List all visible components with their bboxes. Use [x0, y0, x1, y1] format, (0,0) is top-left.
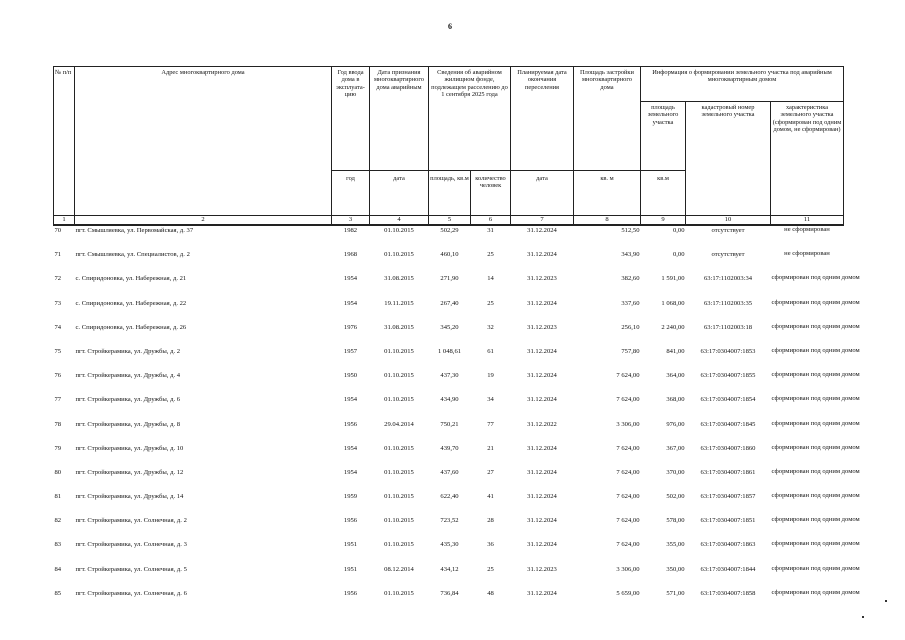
table-row — [54, 540, 844, 564]
row-recognition-date: 29.04.2014 — [384, 420, 414, 428]
row-cadastral: 63:17:0304007:1863 — [700, 541, 756, 549]
row-cadastral: 63:17:0304007:1845 — [700, 420, 756, 428]
row-year: 1982 — [343, 227, 358, 234]
row-planned-date: 31.12.2023 — [527, 323, 557, 331]
column-number: 11 — [771, 216, 844, 226]
table-row — [54, 371, 844, 395]
row-area: 502,29 — [440, 227, 459, 234]
row-planned-date: 31.12.2023 — [527, 275, 557, 283]
row-residents: 77 — [487, 420, 494, 428]
row-cadastral: 63:17:0304007:1860 — [700, 444, 756, 452]
row-residents: 25 — [487, 251, 494, 259]
row-recognition-date: 01.10.2015 — [384, 589, 414, 597]
row-planned-date: 31.12.2024 — [527, 444, 557, 452]
row-cadastral: 63:17:1102003:18 — [703, 323, 753, 331]
row-residents: 27 — [487, 468, 494, 476]
column-number: 1 — [54, 216, 75, 226]
row-land-area: 502,00 — [666, 493, 685, 501]
table-row — [54, 565, 844, 589]
row-planned-date: 31.12.2022 — [527, 420, 557, 428]
row-residents: 19 — [487, 372, 494, 380]
row-residents: 14 — [487, 275, 494, 283]
row-recognition-date: 31.08.2015 — [384, 323, 414, 331]
row-planned-date: 31.12.2024 — [527, 541, 557, 549]
row-year: 1951 — [343, 541, 358, 549]
row-area: 750,21 — [440, 420, 459, 428]
row-planned-date: 31.12.2024 — [527, 347, 557, 355]
row-residents: 32 — [487, 323, 494, 331]
row-building-area: 5 659,00 — [616, 589, 640, 597]
row-building-area: 7 624,00 — [616, 468, 640, 476]
table-row — [54, 589, 844, 613]
row-land-area: 2 240,00 — [661, 323, 685, 331]
row-status: сформирован под одним домом — [771, 395, 860, 403]
header-recognition-date: Дата признания многоквартирного дома аварийным — [370, 67, 429, 171]
row-number: 72 — [54, 275, 62, 283]
row-number: 74 — [54, 323, 62, 331]
row-area: 439,70 — [440, 444, 459, 452]
row-status: сформирован под одним домом — [771, 492, 860, 500]
table-body — [54, 225, 860, 613]
row-address: пгт. Смышляевка, ул. Специалистов, д. 2 — [75, 251, 190, 259]
row-planned-date: 31.12.2024 — [527, 468, 557, 476]
row-status: сформирован под одним домом — [771, 516, 860, 524]
table-row — [54, 347, 844, 371]
column-number: 9 — [641, 216, 686, 226]
row-status: сформирован под одним домом — [771, 588, 860, 596]
row-land-area: 0,00 — [672, 227, 685, 234]
row-address: пгт. Стройкерамика, ул. Солнечная, д. 2 — [75, 517, 187, 525]
row-recognition-date: 01.10.2015 — [384, 517, 414, 525]
row-building-area: 343,90 — [621, 251, 640, 259]
row-residents: 34 — [487, 396, 494, 404]
row-status: сформирован под одним домом — [771, 371, 860, 379]
column-number: 6 — [471, 216, 511, 226]
row-recognition-date: 01.10.2015 — [384, 468, 414, 476]
row-area: 460,10 — [440, 251, 459, 259]
row-address: пгт. Стройкерамика, ул. Солнечная, д. 6 — [75, 589, 187, 597]
row-cadastral: отсутствует — [711, 251, 745, 259]
row-number: 80 — [54, 468, 62, 476]
row-residents: 25 — [487, 565, 494, 573]
row-building-area: 382,60 — [621, 275, 640, 283]
header-planned-end: Планируемая дата окончания переселения — [511, 67, 574, 171]
table-row — [54, 274, 844, 298]
row-year: 1954 — [343, 275, 358, 283]
row-area: 1 048,61 — [437, 347, 462, 355]
row-status: сформирован под одним домом — [771, 274, 860, 282]
column-number: 7 — [511, 216, 574, 226]
row-building-area: 3 306,00 — [616, 420, 640, 428]
header-characteristic: характеристика земельного участка (сформирован под одним домом, не сформирован) — [771, 102, 844, 216]
row-cadastral: 63:17:0304007:1861 — [700, 468, 756, 476]
table-row — [54, 299, 844, 323]
row-building-area: 757,80 — [621, 347, 640, 355]
row-status: сформирован под одним домом — [771, 540, 860, 548]
row-status: сформирован под одним домом — [771, 419, 860, 427]
header-emergency-info: Сведения об аварийном жилищном фонде, подлежащем расселению до 1 сентября 2025 года — [429, 67, 511, 171]
row-cadastral: 63:17:0304007:1855 — [700, 372, 756, 380]
row-building-area: 256,10 — [621, 323, 640, 331]
row-residents: 36 — [487, 541, 494, 549]
row-planned-date: 31.12.2024 — [527, 493, 557, 501]
row-year: 1976 — [343, 323, 358, 331]
row-land-area: 571,00 — [666, 589, 685, 597]
row-address: пгт. Смышляевка, ул. Первомайская, д. 37 — [75, 227, 194, 234]
row-cadastral: 63:17:0304007:1858 — [700, 589, 756, 597]
header-area-sqm: площадь, кв.м — [429, 171, 471, 216]
row-address: пгт. Стройкерамика, ул. Дружбы, д. 12 — [75, 468, 184, 476]
row-number: 81 — [54, 493, 62, 501]
row-address: с. Спиридоновка, ул. Набережная, д. 21 — [75, 275, 187, 283]
table-header — [54, 67, 844, 226]
row-address: пгт. Стройкерамика, ул. Дружбы, д. 2 — [75, 347, 181, 355]
row-land-area: 1 068,00 — [661, 299, 685, 307]
unit-sqm-land: кв.м — [641, 171, 686, 216]
row-land-area: 355,00 — [666, 541, 685, 549]
row-building-area: 337,60 — [621, 299, 640, 307]
header-residents: количество человек — [471, 171, 511, 216]
row-recognition-date: 01.10.2015 — [384, 372, 414, 380]
row-land-area: 841,00 — [666, 347, 685, 355]
row-building-area: 512,50 — [621, 227, 640, 234]
row-year: 1951 — [343, 565, 358, 573]
row-recognition-date: 01.10.2015 — [384, 396, 414, 404]
row-number: 73 — [54, 299, 62, 307]
registry-table — [53, 66, 860, 613]
row-status: сформирован под одним домом — [771, 346, 860, 354]
unit-date-planned: дата — [511, 171, 574, 216]
row-number: 71 — [54, 251, 62, 259]
row-year: 1959 — [343, 493, 358, 501]
column-number: 10 — [686, 216, 771, 226]
row-area: 736,84 — [440, 589, 459, 597]
row-status: не сформирован — [784, 226, 830, 233]
row-number: 75 — [54, 347, 62, 355]
header-num: № п/п — [54, 67, 75, 216]
row-planned-date: 31.12.2024 — [527, 589, 557, 597]
row-building-area: 7 624,00 — [616, 541, 640, 549]
row-land-area: 364,00 — [666, 372, 685, 380]
row-address: пгт. Стройкерамика, ул. Солнечная, д. 3 — [75, 541, 187, 549]
table-row — [54, 420, 844, 444]
row-residents: 25 — [487, 299, 494, 307]
row-land-area: 578,00 — [666, 517, 685, 525]
row-land-area: 370,00 — [666, 468, 685, 476]
header-address: Адрес многоквартирного дома — [75, 67, 332, 216]
row-number: 83 — [54, 541, 62, 549]
row-planned-date: 31.12.2024 — [527, 396, 557, 404]
table-row — [54, 225, 844, 250]
row-area: 434,12 — [440, 565, 459, 573]
row-year: 1956 — [343, 420, 358, 428]
row-residents: 28 — [487, 517, 494, 525]
row-year: 1957 — [343, 347, 358, 355]
row-area: 437,30 — [440, 372, 459, 380]
row-residents: 61 — [487, 347, 494, 355]
column-number: 8 — [574, 216, 641, 226]
row-number: 84 — [54, 565, 62, 573]
row-cadastral: 63:17:1102003:34 — [703, 275, 753, 283]
header-land-area: площадь земельного участка — [641, 102, 686, 171]
table-row — [54, 395, 844, 419]
row-building-area: 7 624,00 — [616, 396, 640, 404]
row-land-area: 350,00 — [666, 565, 685, 573]
row-number: 85 — [54, 589, 62, 597]
row-area: 271,90 — [440, 275, 459, 283]
row-area: 345,20 — [440, 323, 459, 331]
row-number: 70 — [54, 227, 62, 234]
row-planned-date: 31.12.2024 — [527, 299, 557, 307]
row-year: 1956 — [343, 517, 358, 525]
row-address: пгт. Стройкерамика, ул. Дружбы, д. 4 — [75, 372, 181, 380]
header-land-info: Информация о формировании земельного участка под аварийным многоквартирным домом — [641, 67, 844, 102]
row-recognition-date: 01.10.2015 — [384, 227, 414, 234]
row-planned-date: 31.12.2024 — [527, 372, 557, 380]
row-address: пгт. Стройкерамика, ул. Дружбы, д. 8 — [75, 420, 181, 428]
column-number: 3 — [332, 216, 370, 226]
table-row — [54, 468, 844, 492]
row-status: сформирован под одним домом — [771, 322, 860, 330]
row-recognition-date: 01.10.2015 — [384, 493, 414, 501]
row-address: с. Спиридоновка, ул. Набережная, д. 26 — [75, 323, 187, 331]
row-land-area: 0,00 — [672, 251, 685, 259]
table-row — [54, 492, 844, 516]
unit-year: год — [332, 171, 370, 216]
row-planned-date: 31.12.2024 — [527, 251, 557, 259]
column-number: 2 — [75, 216, 332, 226]
scan-speck — [862, 616, 864, 618]
row-year: 1950 — [343, 372, 358, 380]
header-cadastral: кадастровый номер земельного участка — [686, 102, 771, 216]
table-row — [54, 250, 844, 274]
row-status: сформирован под одним домом — [771, 467, 860, 475]
column-number-row — [54, 216, 844, 226]
unit-sqm: кв. м — [574, 171, 641, 216]
row-planned-date: 31.12.2023 — [527, 565, 557, 573]
row-cadastral: 63:17:0304007:1844 — [700, 565, 756, 573]
row-building-area: 7 624,00 — [616, 444, 640, 452]
table-row — [54, 323, 844, 347]
row-year: 1954 — [343, 444, 358, 452]
row-area: 622,40 — [440, 493, 459, 501]
row-status: сформирован под одним домом — [771, 298, 860, 306]
row-recognition-date: 31.08.2015 — [384, 275, 414, 283]
row-address: пгт. Стройкерамика, ул. Дружбы, д. 6 — [75, 396, 181, 404]
row-recognition-date: 19.11.2015 — [384, 299, 414, 307]
row-year: 1968 — [343, 251, 358, 259]
row-address: пгт. Стройкерамика, ул. Дружбы, д. 10 — [75, 444, 184, 452]
row-cadastral: 63:17:0304007:1854 — [700, 396, 756, 404]
scan-speck — [885, 600, 887, 602]
row-status: сформирован под одним домом — [771, 443, 860, 451]
row-address: пгт. Стройкерамика, ул. Дружбы, д. 14 — [75, 493, 184, 501]
unit-date: дата — [370, 171, 429, 216]
row-year: 1954 — [343, 396, 358, 404]
row-number: 82 — [54, 517, 62, 525]
row-number: 77 — [54, 396, 62, 404]
row-cadastral: 63:17:0304007:1857 — [700, 493, 756, 501]
row-area: 434,90 — [440, 396, 459, 404]
row-land-area: 368,00 — [666, 396, 685, 404]
row-recognition-date: 01.10.2015 — [384, 444, 414, 452]
row-building-area: 7 624,00 — [616, 517, 640, 525]
row-cadastral: 63:17:0304007:1851 — [700, 517, 756, 525]
row-cadastral: отсутствует — [711, 227, 745, 234]
row-land-area: 367,00 — [666, 444, 685, 452]
column-number: 5 — [429, 216, 471, 226]
row-cadastral: 63:17:1102003:35 — [703, 299, 753, 307]
header-building-area: Площадь застройки многоквартирного дома — [574, 67, 641, 171]
row-planned-date: 31.12.2024 — [527, 227, 557, 234]
row-area: 435,30 — [440, 541, 459, 549]
row-address: пгт. Стройкерамика, ул. Солнечная, д. 5 — [75, 565, 187, 573]
row-area: 723,52 — [440, 517, 459, 525]
row-area: 437,60 — [440, 468, 459, 476]
row-residents: 31 — [487, 227, 494, 234]
row-number: 76 — [54, 372, 62, 380]
row-residents: 21 — [487, 444, 494, 452]
table-row — [54, 516, 844, 540]
table-row — [54, 444, 844, 468]
row-address: с. Спиридоновка, ул. Набережная, д. 22 — [75, 299, 187, 307]
row-recognition-date: 08.12.2014 — [384, 565, 414, 573]
row-land-area: 1 591,00 — [661, 275, 685, 283]
row-year: 1956 — [343, 589, 358, 597]
row-building-area: 3 306,00 — [616, 565, 640, 573]
column-number: 4 — [370, 216, 429, 226]
row-number: 79 — [54, 444, 62, 452]
row-building-area: 7 624,00 — [616, 372, 640, 380]
page-number: 6 — [448, 22, 452, 31]
header-year-built: Год ввода дома в эксплуата-цию — [332, 67, 370, 171]
row-number: 78 — [54, 420, 62, 428]
row-status: сформирован под одним домом — [771, 564, 860, 572]
row-recognition-date: 01.10.2015 — [384, 251, 414, 259]
row-year: 1954 — [343, 468, 358, 476]
row-area: 267,40 — [440, 299, 459, 307]
row-planned-date: 31.12.2024 — [527, 517, 557, 525]
row-recognition-date: 01.10.2015 — [384, 347, 414, 355]
row-building-area: 7 624,00 — [616, 493, 640, 501]
row-cadastral: 63:17:0304007:1853 — [700, 347, 756, 355]
row-recognition-date: 01.10.2015 — [384, 541, 414, 549]
row-year: 1954 — [343, 299, 358, 307]
row-land-area: 976,00 — [666, 420, 685, 428]
row-residents: 41 — [487, 493, 494, 501]
row-status: не сформирован — [784, 250, 830, 258]
row-residents: 48 — [487, 589, 494, 597]
